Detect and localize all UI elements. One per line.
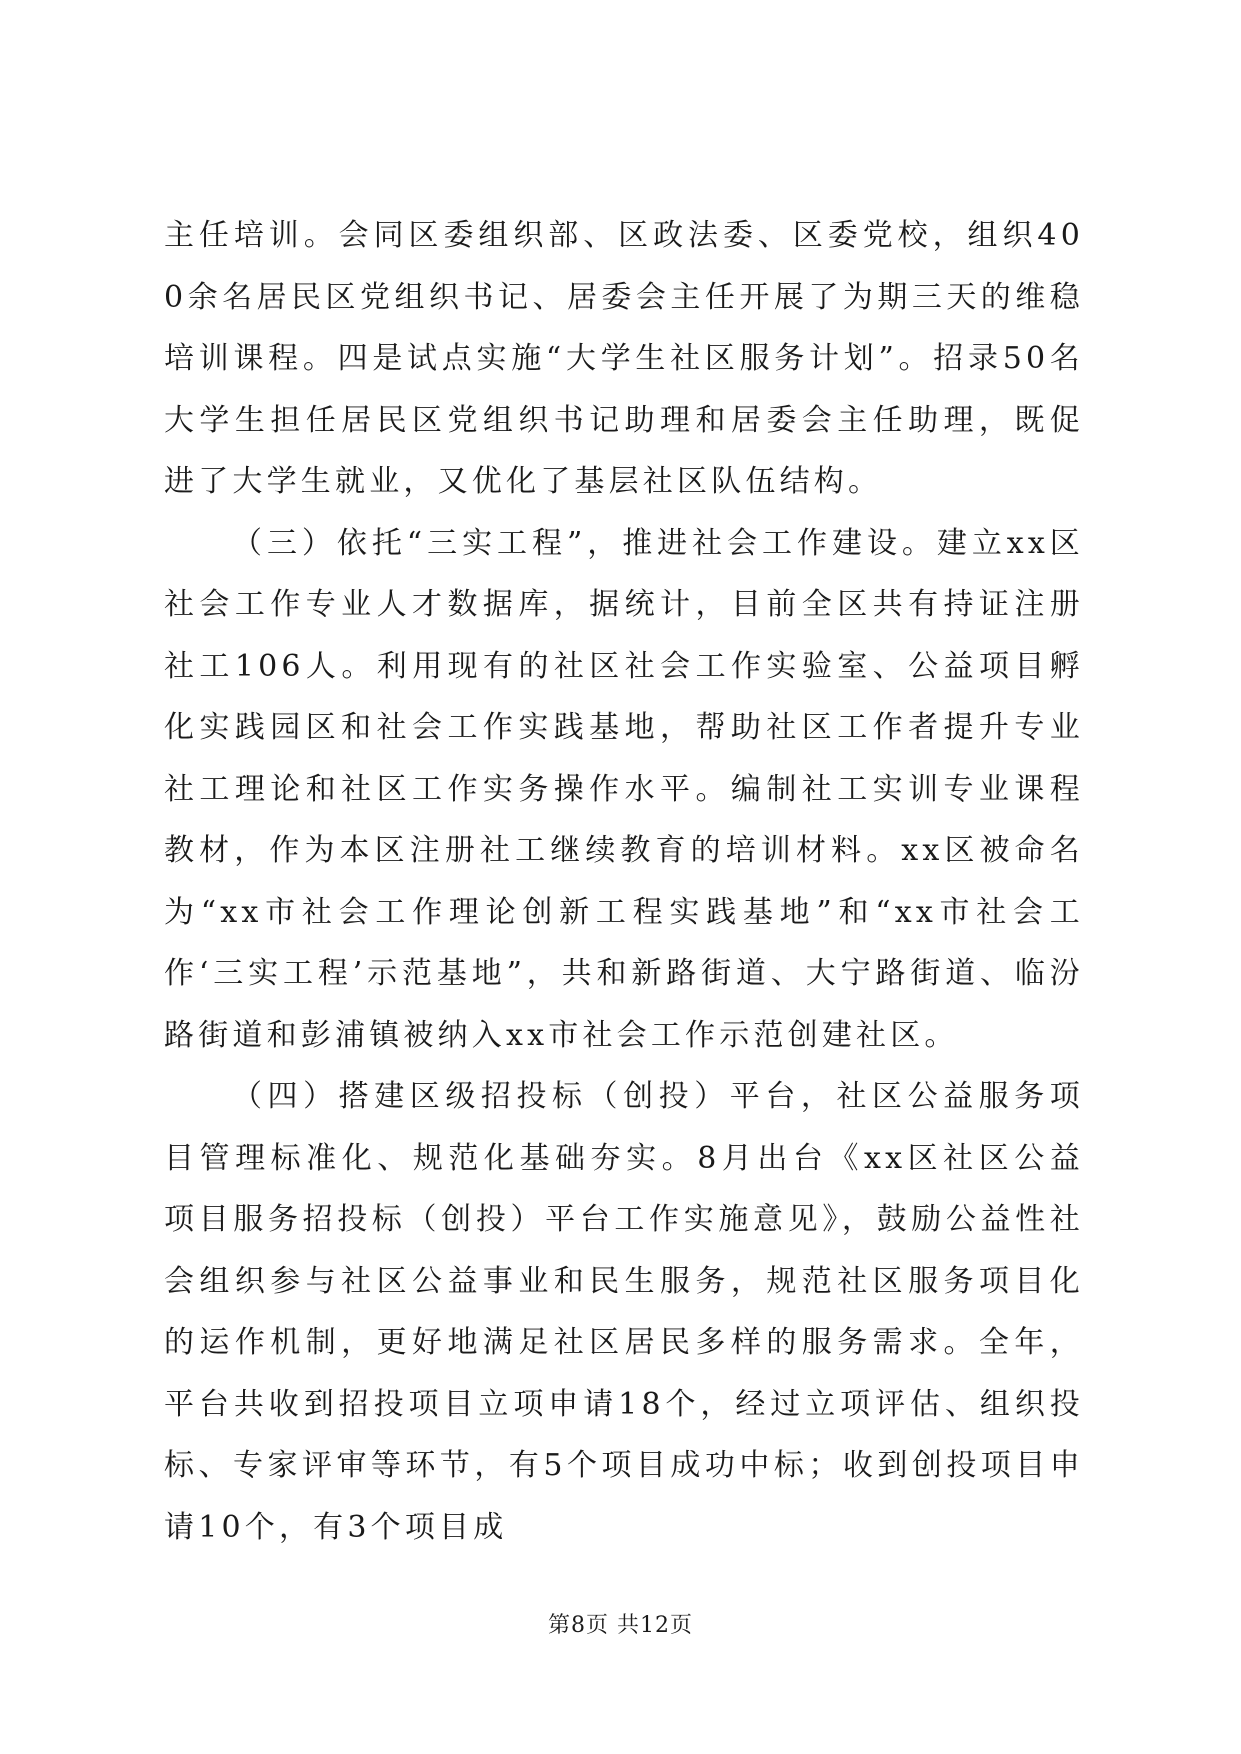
paragraph-1: 主任培训。会同区委组织部、区政法委、区委党校，组织400余名居民区党组织书记、居委会主任开展了为期三天的维稳培训课程。四是试点实施“大学生社区服务计划”。招录50名大学生担任居民区党组织书记助理和居委会主任助理，既促进了大学生就业，又优化了基层社区队伍结构。: [164, 218, 1084, 499]
paragraph-2: （三）依托“三实工程”，推进社会工作建设。建立xx区社会工作专业人才数据库，据统计，目前全区共有持证注册社工106人。利用现有的社区社会工作实验室、公益项目孵化实践园区和社会工作实践基地，帮助社区工作者提升专业社工理论和社区工作实务操作水平。编制社工实训专业课程教材，作为本区注册社工继续教育的培训材料。xx区被命名为“xx市社会工作理论创新工程实践基地”和“xx市社会工作‘三实工程’示范基地”，共和新路街道、大宁路街道、临汾路街道和彭浦镇被纳入xx市社会工作示范创建社区。: [164, 525, 1084, 1053]
document-body: [164, 205, 1084, 1558]
paragraph-3: （四）搭建区级招投标（创投）平台，社区公益服务项目管理标准化、规范化基础夯实。8月出台《xx区社区公益项目服务招投标（创投）平台工作实施意见》，鼓励公益性社会组织参与社区公益事业和民生服务，规范社区服务项目化的运作机制，更好地满足社区居民多样的服务需求。全年，平台共收到招投项目立项申请18个，经过立项评估、组织投标、专家评审等环节，有5个项目成功中标；收到创投项目申请10个，有3个项目成: [164, 1079, 1084, 1545]
page-number-footer: 第8页 共12页: [548, 1613, 693, 1638]
